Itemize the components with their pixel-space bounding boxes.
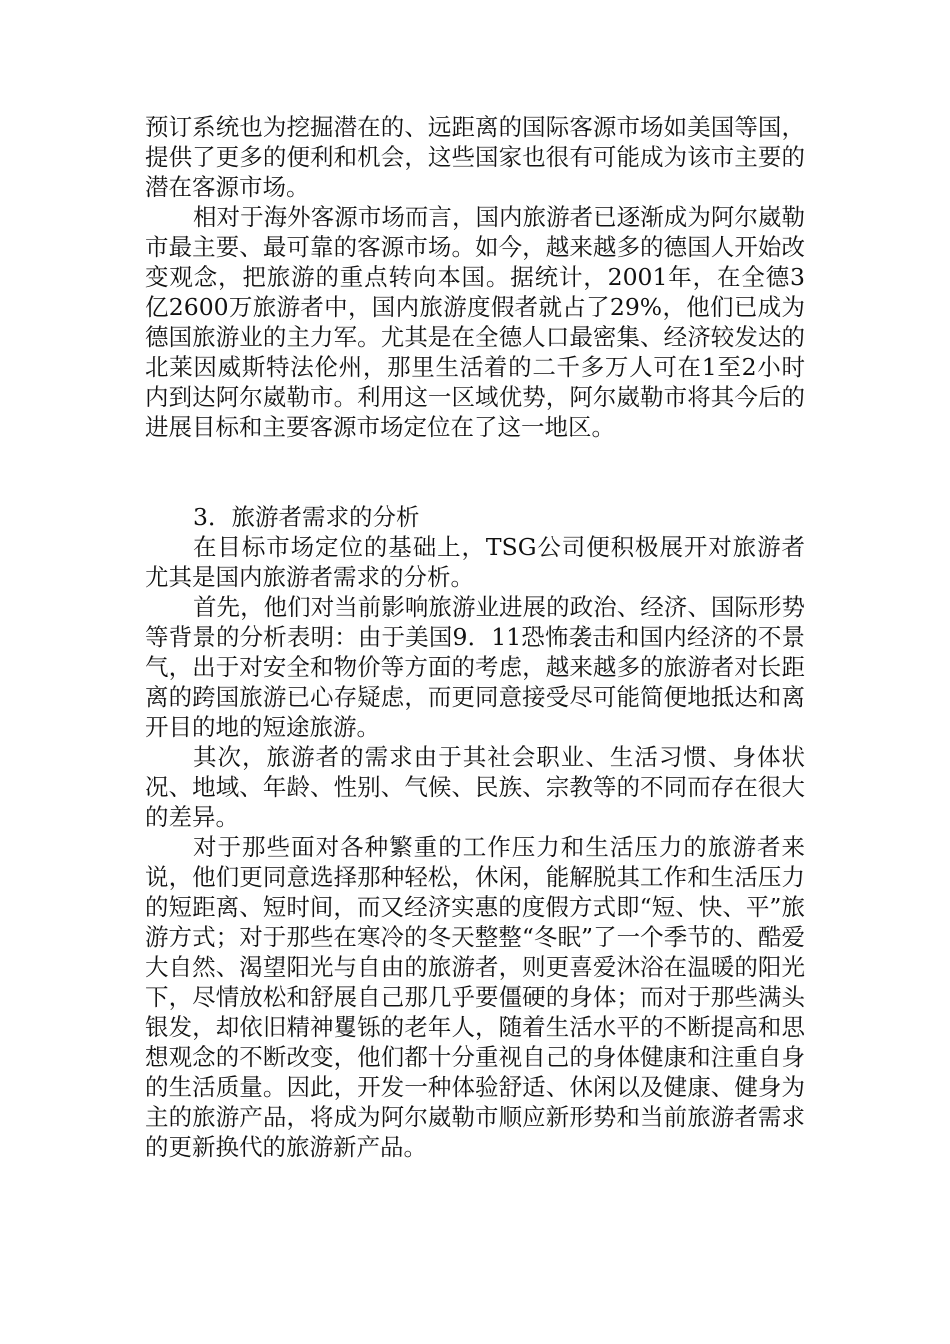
section-spacer (145, 442, 805, 502)
paragraph-first: 首先，他们对当前影响旅游业进展的政治、经济、国际形势等背景的分析表明：由于美国9．11恐怖袭击和国内经济的不景气，出于对安全和物价等方面的考虑，越来越多的旅游者对长距离的跨国旅游已心存疑虑，而更同意接受尽可能简便地抵达和离开目的地的短途旅游。 (145, 593, 805, 741)
paragraph-domestic-market: 相对于海外客源市场而言，国内旅游者已逐渐成为阿尔崴勒市最主要、最可靠的客源市场。如今，越来越多的德国人开始改变观念，把旅游的重点转向本国。据统计，2001年，在全德3亿2600万旅游者中，国内旅游度假者就占了29%，他们已成为德国旅游业的主力军。尤其是在全德人口最密集、经济较发达的北莱因威斯特法伦州，那里生活着的二千多万人可在1至2小时内到达阿尔崴勒市。利用这一区域优势，阿尔崴勒市将其今后的进展目标和主要客源市场定位在了这一地区。 (145, 203, 805, 441)
paragraph-traveler-types: 对于那些面对各种繁重的工作压力和生活压力的旅游者来说，他们更同意选择那种轻松，休闲，能解脱其工作和生活压力的短距离、短时间，而又经济实惠的度假方式即“短、快、平”旅游方式；对于那些在寒冷的冬天整整“冬眠”了一个季节的、酷爱大自然、渴望阳光与自由的旅游者，则更喜爱沐浴在温暖的阳光下，尽情放松和舒展自己那几乎要僵硬的身体；而对于那些满头银发，却依旧精神矍铄的老年人，随着生活水平的不断提高和思想观念的不断改变，他们都十分重视自己的身体健康和注重自身的生活质量。因此，开发一种体验舒适、休闲以及健康、健身为主的旅游产品，将成为阿尔崴勒市顺应新形势和当前旅游者需求的更新换代的旅游新产品。 (145, 833, 805, 1161)
paragraph-continuation: 预订系统也为挖掘潜在的、远距离的国际客源市场如美国等国，提供了更多的便利和机会，这些国家也很有可能成为该市主要的潜在客源市场。 (145, 113, 805, 201)
paragraph-second: 其次，旅游者的需求由于其社会职业、生活习惯、身体状况、地域、年龄、性别、气候、民族、宗教等的不同而存在很大的差异。 (145, 743, 805, 831)
paragraph-needs-intro: 在目标市场定位的基础上，TSG公司便积极展开对旅游者尤其是国内旅游者需求的分析。 (145, 533, 805, 591)
section-heading: 3．旅游者需求的分析 (193, 503, 420, 531)
document-page (145, 112, 805, 1162)
